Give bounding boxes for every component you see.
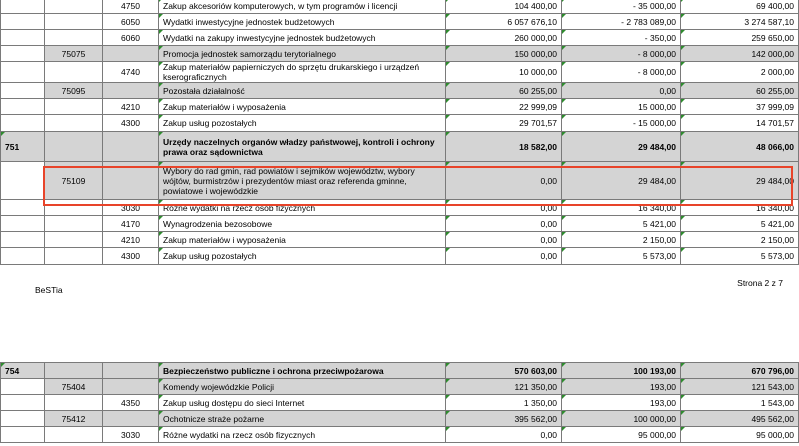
table-row [1,200,799,216]
rozdzial-cell [45,216,103,232]
nazwa-cell: Komendy wojewódzkie Policji [159,379,446,395]
paragraf-cell: 4300 [103,115,159,132]
rozdzial-cell [45,363,103,379]
plan-cell: 121 350,00 [446,379,562,395]
rozdzial-cell: 75075 [45,46,103,62]
paragraf-cell: 6060 [103,30,159,46]
po-zmianie-cell: 2 000,00 [681,62,799,83]
zmiana-cell: 16 340,00 [562,200,681,216]
rozdzial-cell [45,200,103,216]
table-row [1,427,799,443]
nazwa-cell: Wydatki na zakupy inwestycyjne jednostek budżetowych [159,30,446,46]
po-zmianie-cell: 259 650,00 [681,30,799,46]
paragraf-cell [103,132,159,162]
paragraf-cell: 4750 [103,0,159,14]
table-row [1,248,799,265]
po-zmianie-cell: 2 150,00 [681,232,799,248]
plan-cell: 104 400,00 [446,0,562,14]
rozdzial-cell [45,232,103,248]
rozdzial-cell [45,30,103,46]
dzial-cell [1,83,45,99]
po-zmianie-cell: 29 484,00 [681,162,799,200]
dzial-cell [1,115,45,132]
paragraf-cell: 4170 [103,216,159,232]
nazwa-cell: Zakup usług dostępu do sieci Internet [159,395,446,411]
paragraf-cell [103,46,159,62]
zmiana-cell: 5 421,00 [562,216,681,232]
dzial-row [1,132,799,162]
dzial-cell [1,248,45,265]
rozdzial-cell: 75109 [45,162,103,200]
dzial-cell [1,427,45,443]
plan-cell: 0,00 [446,427,562,443]
plan-cell: 0,00 [446,232,562,248]
nazwa-cell: Zakup materiałów papierniczych do sprzętu drukarskiego i urządzeń kserograficznych [159,62,446,83]
paragraf-cell [103,83,159,99]
paragraf-cell: 4740 [103,62,159,83]
po-zmianie-cell: 16 340,00 [681,200,799,216]
po-zmianie-cell: 69 400,00 [681,0,799,14]
nazwa-cell: Zakup usług pozostałych [159,115,446,132]
paragraf-cell: 3030 [103,427,159,443]
zmiana-cell: - 8 000,00 [562,46,681,62]
po-zmianie-cell: 37 999,09 [681,99,799,115]
plan-cell: 0,00 [446,200,562,216]
rozdzial-cell: 75404 [45,379,103,395]
po-zmianie-cell: 48 066,00 [681,132,799,162]
plan-cell: 0,00 [446,162,562,200]
dzial-cell [1,162,45,200]
paragraf-cell [103,379,159,395]
table-row [1,216,799,232]
table-row [1,395,799,411]
rozdzial-cell: 75412 [45,411,103,427]
dzial-cell [1,46,45,62]
nazwa-cell: Wydatki inwestycyjne jednostek budżetowych [159,14,446,30]
table-row [1,115,799,132]
plan-cell: 1 350,00 [446,395,562,411]
zmiana-cell: 29 484,00 [562,132,681,162]
paragraf-cell: 4350 [103,395,159,411]
nazwa-cell: Wybory do rad gmin, rad powiatów i sejmików województw, wybory wójtów, burmistrzów i prezydentów miast oraz referenda gminne, powiatowe i wojewódzkie [159,162,446,200]
zmiana-cell: 100 193,00 [562,363,681,379]
rozdzial-cell: 75095 [45,83,103,99]
rozdzial-row [1,162,799,200]
paragraf-cell: 3030 [103,200,159,216]
plan-cell: 10 000,00 [446,62,562,83]
rozdzial-cell [45,427,103,443]
rozdzial-row [1,379,799,395]
paragraf-cell: 4210 [103,232,159,248]
table-row [1,14,799,30]
po-zmianie-cell: 3 274 587,10 [681,14,799,30]
paragraf-cell: 4300 [103,248,159,265]
plan-cell: 150 000,00 [446,46,562,62]
rozdzial-cell [45,14,103,30]
rozdzial-row [1,83,799,99]
nazwa-cell: Pozostała działalność [159,83,446,99]
rozdzial-cell [45,132,103,162]
table-row [1,62,799,83]
paragraf-cell [103,363,159,379]
zmiana-cell: - 350,00 [562,30,681,46]
plan-cell: 570 603,00 [446,363,562,379]
nazwa-cell: Zakup materiałów i wyposażenia [159,232,446,248]
zmiana-cell: 100 000,00 [562,411,681,427]
paragraf-cell: 6050 [103,14,159,30]
nazwa-cell: Zakup materiałów i wyposażenia [159,99,446,115]
plan-cell: 29 701,57 [446,115,562,132]
plan-cell: 0,00 [446,248,562,265]
rozdzial-cell [45,395,103,411]
zmiana-cell: - 15 000,00 [562,115,681,132]
nazwa-cell: Różne wydatki na rzecz osób fizycznych [159,200,446,216]
nazwa-cell: Różne wydatki na rzecz osób fizycznych [159,427,446,443]
nazwa-cell: Ochotnicze straże pożarne [159,411,446,427]
zmiana-cell: 0,00 [562,83,681,99]
nazwa-cell: Urzędy naczelnych organów władzy państwowej, kontroli i ochrony prawa oraz sądownictwa [159,132,446,162]
rozdzial-cell [45,0,103,14]
plan-cell: 260 000,00 [446,30,562,46]
dzial-cell [1,30,45,46]
plan-cell: 22 999,09 [446,99,562,115]
table-row [1,232,799,248]
rozdzial-cell [45,99,103,115]
plan-cell: 0,00 [446,216,562,232]
po-zmianie-cell: 121 543,00 [681,379,799,395]
po-zmianie-cell: 1 543,00 [681,395,799,411]
po-zmianie-cell: 14 701,57 [681,115,799,132]
footer-page-number: Strona 2 z 7 [737,278,783,288]
plan-cell: 6 057 676,10 [446,14,562,30]
po-zmianie-cell: 495 562,00 [681,411,799,427]
table-row [1,0,799,14]
po-zmianie-cell: 5 573,00 [681,248,799,265]
dzial-cell [1,0,45,14]
zmiana-cell: 5 573,00 [562,248,681,265]
zmiana-cell: - 2 783 089,00 [562,14,681,30]
dzial-cell [1,232,45,248]
nazwa-cell: Bezpieczeństwo publiczne i ochrona przeciwpożarowa [159,363,446,379]
paragraf-cell: 4210 [103,99,159,115]
zmiana-cell: 95 000,00 [562,427,681,443]
rozdzial-row [1,46,799,62]
zmiana-cell: 29 484,00 [562,162,681,200]
plan-cell: 395 562,00 [446,411,562,427]
plan-cell: 60 255,00 [446,83,562,99]
plan-cell: 18 582,00 [446,132,562,162]
table-row [1,30,799,46]
dzial-cell [1,411,45,427]
rozdzial-cell [45,115,103,132]
rozdzial-row [1,411,799,427]
zmiana-cell: 15 000,00 [562,99,681,115]
dzial-cell [1,14,45,30]
dzial-cell [1,99,45,115]
paragraf-cell [103,162,159,200]
dzial-cell [1,62,45,83]
zmiana-cell: - 8 000,00 [562,62,681,83]
budget-table-bottom [0,362,799,443]
nazwa-cell: Zakup akcesoriów komputerowych, w tym programów i licencji [159,0,446,14]
po-zmianie-cell: 142 000,00 [681,46,799,62]
po-zmianie-cell: 60 255,00 [681,83,799,99]
nazwa-cell: Zakup usług pozostałych [159,248,446,265]
rozdzial-cell [45,248,103,265]
dzial-cell: 754 [1,363,45,379]
zmiana-cell: - 35 000,00 [562,0,681,14]
nazwa-cell: Promocja jednostek samorządu terytorialnego [159,46,446,62]
nazwa-cell: Wynagrodzenia bezosobowe [159,216,446,232]
dzial-cell [1,395,45,411]
po-zmianie-cell: 95 000,00 [681,427,799,443]
dzial-cell [1,216,45,232]
dzial-cell [1,379,45,395]
dzial-cell: 751 [1,132,45,162]
footer-app-name: BeSTia [35,285,63,295]
po-zmianie-cell: 670 796,00 [681,363,799,379]
zmiana-cell: 2 150,00 [562,232,681,248]
rozdzial-cell [45,62,103,83]
dzial-row [1,363,799,379]
zmiana-cell: 193,00 [562,379,681,395]
paragraf-cell [103,411,159,427]
zmiana-cell: 193,00 [562,395,681,411]
po-zmianie-cell: 5 421,00 [681,216,799,232]
dzial-cell [1,200,45,216]
table-row [1,99,799,115]
